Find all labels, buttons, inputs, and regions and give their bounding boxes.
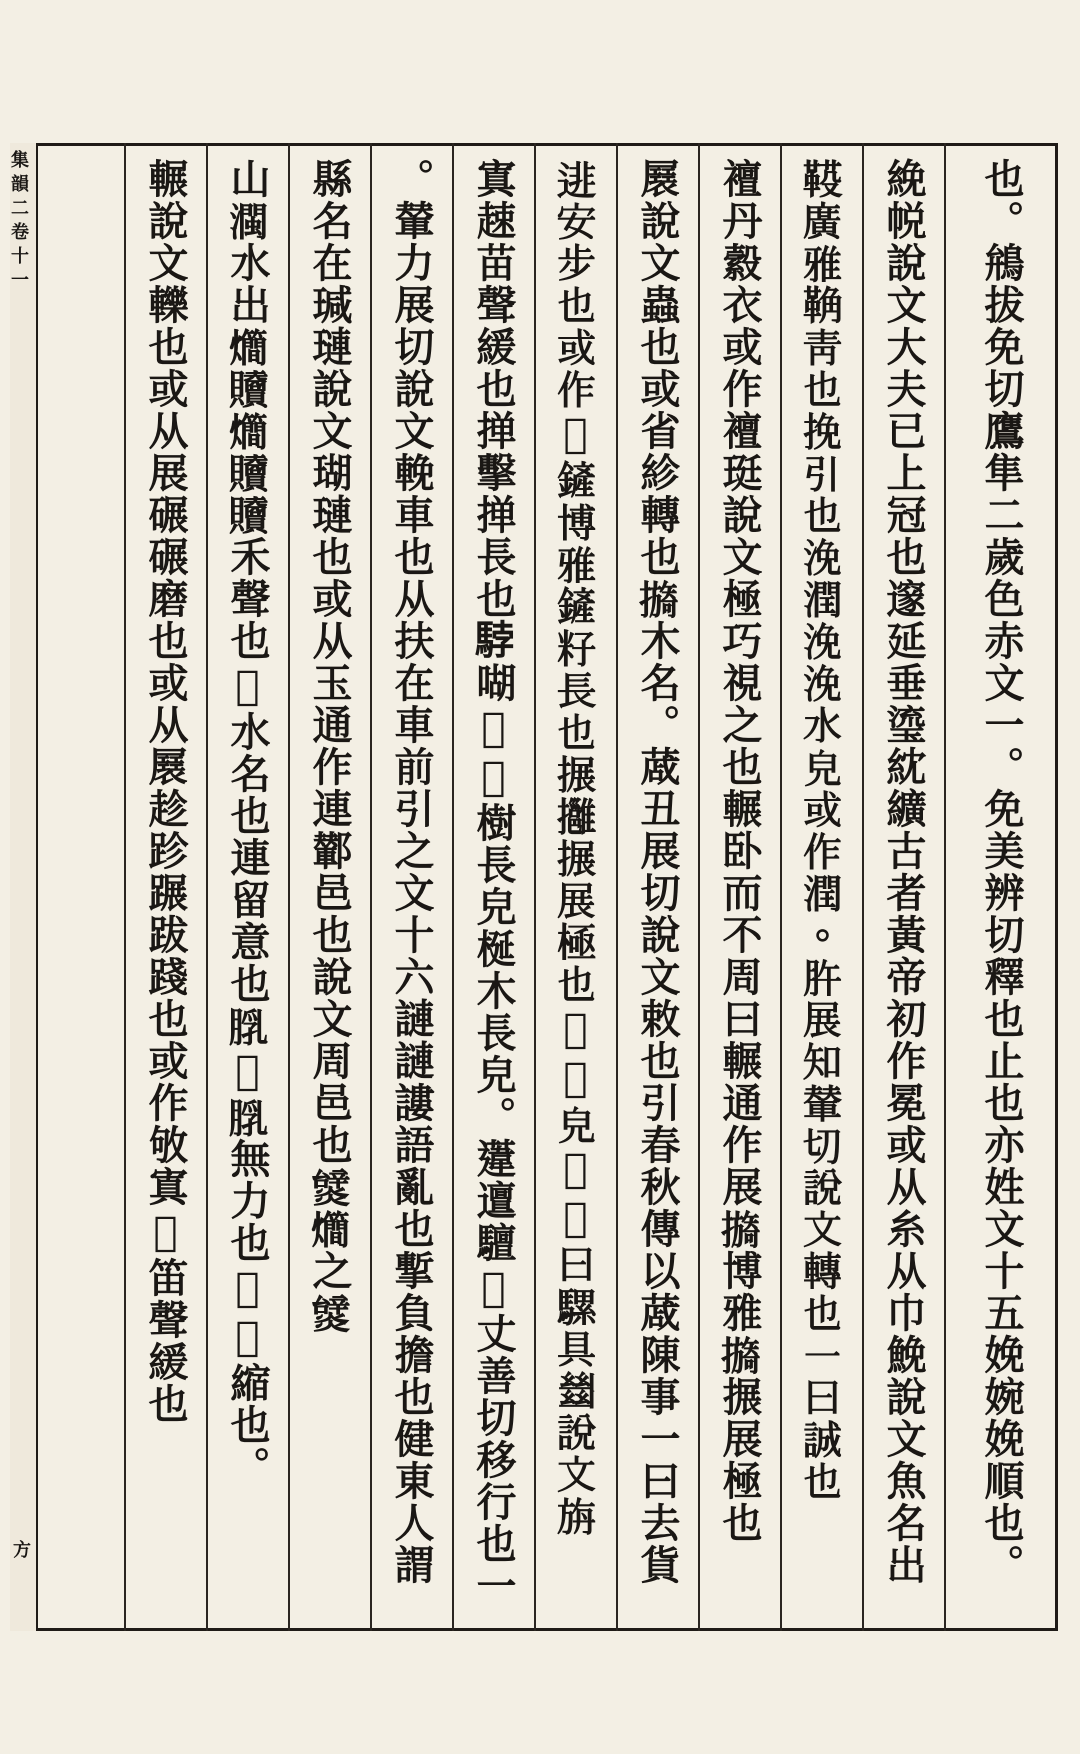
text-column-10: 山𤁝水出𤓃𧹎𤓃𧹎𧹎禾聲也𡎦水名也連留意也𦜘𦛣𦜘無力也𩍐𩍐縮也。 bbox=[224, 158, 271, 1488]
text-column-2: 絻帨說文大夫已上冠也邃延垂瑬紞纊古者黃帝初作冕或从糸从巾鮸說文魚名出 bbox=[880, 158, 927, 1586]
text-column-1: 也。鴘拔免切鷹隼二歲色赤文一。免美辨切釋也止也亦姓文十五娩婉娩順也。 bbox=[978, 158, 1025, 1586]
text-column-8: 。輦力展切說文輓車也从扶在車前引之文十六謰謰謱語亂也㨻負擔也健東人謂 bbox=[388, 158, 435, 1586]
text-column-4: 襢丹縠衣或作襢珽說文極巧視之也輾卧而不周曰輾通作展𢷔博雅𢷔搌展極也 bbox=[716, 158, 763, 1544]
text-column-6: 𨓿安步也或作𨖩鏟博雅鏟籽長也搌𢹬搌展極也𩢏𩢏皃𩢥𩢥曰騾具𢇍說文旃 bbox=[552, 158, 599, 1537]
page-gutter bbox=[10, 143, 38, 1631]
text-column-9: 縣名在瑊璉說文瑚璉也或从玉通作連鄻邑也說文周邑也𤒞𤓃之𤒞 bbox=[306, 158, 353, 1334]
text-column-7: 寘趚苗聲緩也掸擊掸長也𩣡㗅𩠈𩠈樹長皃梴木長皃。𨗨邅驙𡏻丈善切移行也一 bbox=[470, 158, 517, 1607]
text-column-5: 㞡說文蟲也或省紾轉也𢷔木名。蒧丑展切說文敕也引春秋傳以蒧陳事一曰去貨 bbox=[634, 158, 681, 1586]
text-column-3: 𩋐廣雅𩊺靑也挽引也浼潤浼浼水皃或作潤。㬳展知輦切說文轉也一曰誠也 bbox=[798, 158, 845, 1502]
column-divider bbox=[944, 143, 946, 1631]
text-column-11: 輾說文轢也或从展碾碾磨也或从㞡趁跈蹍跋踐也或作敂寘𢵘笛聲緩也 bbox=[142, 158, 189, 1425]
gutter-mark: 方 bbox=[10, 1540, 31, 1558]
gutter-title: 集韻二卷十一 bbox=[8, 150, 29, 294]
